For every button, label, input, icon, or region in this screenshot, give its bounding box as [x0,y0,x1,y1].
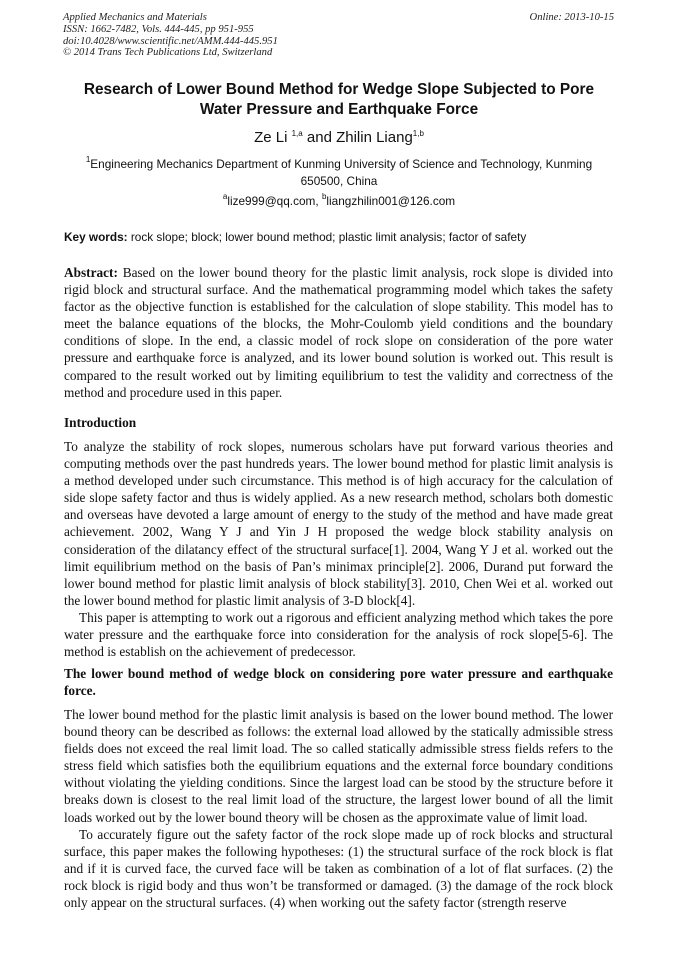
lower-bound-body [64,706,613,911]
paragraph: To analyze the stability of rock slopes, numerous scholars have put forward various theories and computing methods over the past hundreds years. The lower bound method for plastic limit analysis is a method developed under such circumstance. This method is of high accuracy for the calculation of side slope safety factor and thus is widely applied. As a new research method, scholars both domestic and overseas have devoted a large amount of energy to the study of the method and have made great achievement. 2002, Wang Y J and Yin J H proposed the wedge block stability analysis on consideration of the dilatancy effect of the structural surface[1]. 2004, Wang Y J et al. worked out the limit equilibrium method on the basis of Pan’s minimax principle[2]. 2006, Durand put forward the lower bound method for plastic limit analysis of block stability[3]. 2010, Chen Wei et al. worked out the lower bound method for plastic limit analysis of 3-D block[4]. [64,439,613,608]
section-heading-introduction: Introduction [64,415,137,430]
keywords [64,229,624,245]
affiliation-line-1: Engineering Mechanics Department of Kunming University of Science and Technology, Kunming [90,157,593,171]
doi-line: doi:10.4028/www.scientific.net/AMM.444-445.951 [63,35,278,47]
title-line-2: Water Pressure and Earthquake Force [199,101,479,118]
abstract-text: Based on the lower bound theory for the plastic limit analysis, rock slope is divided into rigid block and structural surface. And the mathematical programming model which takes the safety factor as the objective function is established for the calculation of slope stability. This model has to meet the balance equations of the blocks, the Mohr-Coulomb yield conditions and the boundary conditions of slope. In the end, a classic model of rock slope on consideration of the pore water pressure and earthquake force is analyzed, and its lower bound solution is worked out. This result is compared to the result worked out by limiting equilibrium to test the validity and correctness of the method and procedure used in this paper. [64,265,613,400]
affiliation-line-2: 650500, China [300,173,378,188]
abstract-label: Abstract: [64,265,118,280]
online-date: Online: 2013-10-15 [529,12,614,23]
author-list [40,129,638,147]
title-line-1: Research of Lower Bound Method for Wedge Slope Subjected to Pore [83,81,595,98]
author-2-affil: 1,b [412,129,424,138]
paragraph: The lower bound method for the plastic limit analysis is based on the lower bound method. The lower bound theory can be described as follows: the external load allowed by the statically admissible stress fields does not exceed the real limit load. The so called statically admissible stress fields refers to the stress field which satisfies both the equilibrium equations and the external force boundary conditions without violating the yielding conditions. Since the largest load can be stood by the structure before it breaks down is closest to the real limit load of the structure, the largest lower bound of all the limit loads worked out by the lower bound theory will be chosen as the approximate value of limit load. [64,707,613,825]
email-a[interactable]: lize999@qq.com, [227,194,322,208]
paragraph: This paper is attempting to work out a rigorous and efficient analyzing method which takes the pore water pressure and the earthquake force into consideration for the analysis of rock slope[5-6]. The method is establish on the achievement of predecessor. [64,609,613,660]
author-1-affil: 1,a [291,129,303,138]
author-emails [40,193,638,209]
journal-name: Applied Mechanics and Materials [63,12,207,23]
journal-header [63,12,278,59]
paragraph: To accurately figure out the safety factor of the rock slope made up of rock blocks and structural surface, this paper makes the following hypotheses: (1) the structural surface of the rock block is flat and if it is curved face, the curved face will be taken as combination of a lot of flat surfaces. (2) the rock block is rigid body and thus won’t be transformed or damaged. (3) the damage of the rock block only appear on the structural surfaces. (4) when working out the safety factor (strength reserve [64,826,613,911]
author-2: and Zhilin Liang [302,129,413,146]
email-b[interactable]: liangzhilin001@126.com [326,194,456,208]
keywords-text: rock slope; block; lower bound method; plastic limit analysis; factor of safety [127,230,527,244]
author-1: Ze Li [254,129,292,146]
email-marker-b: b [321,192,327,201]
copyright-line: © 2014 Trans Tech Publications Ltd, Switzerland [63,47,273,59]
abstract [64,264,613,401]
affiliation-marker: 1 [85,155,91,164]
issn-line: ISSN: 1662-7482, Vols. 444-445, pp 951-955 [63,23,254,35]
introduction-body [64,438,613,660]
keywords-label: Key words: [64,230,128,244]
email-marker-a: a [222,192,228,201]
affiliation [56,156,622,189]
paper-title [40,80,638,120]
section-heading-lower-bound: The lower bound method of wedge block on considering pore water pressure and earthquake force. [64,666,613,699]
